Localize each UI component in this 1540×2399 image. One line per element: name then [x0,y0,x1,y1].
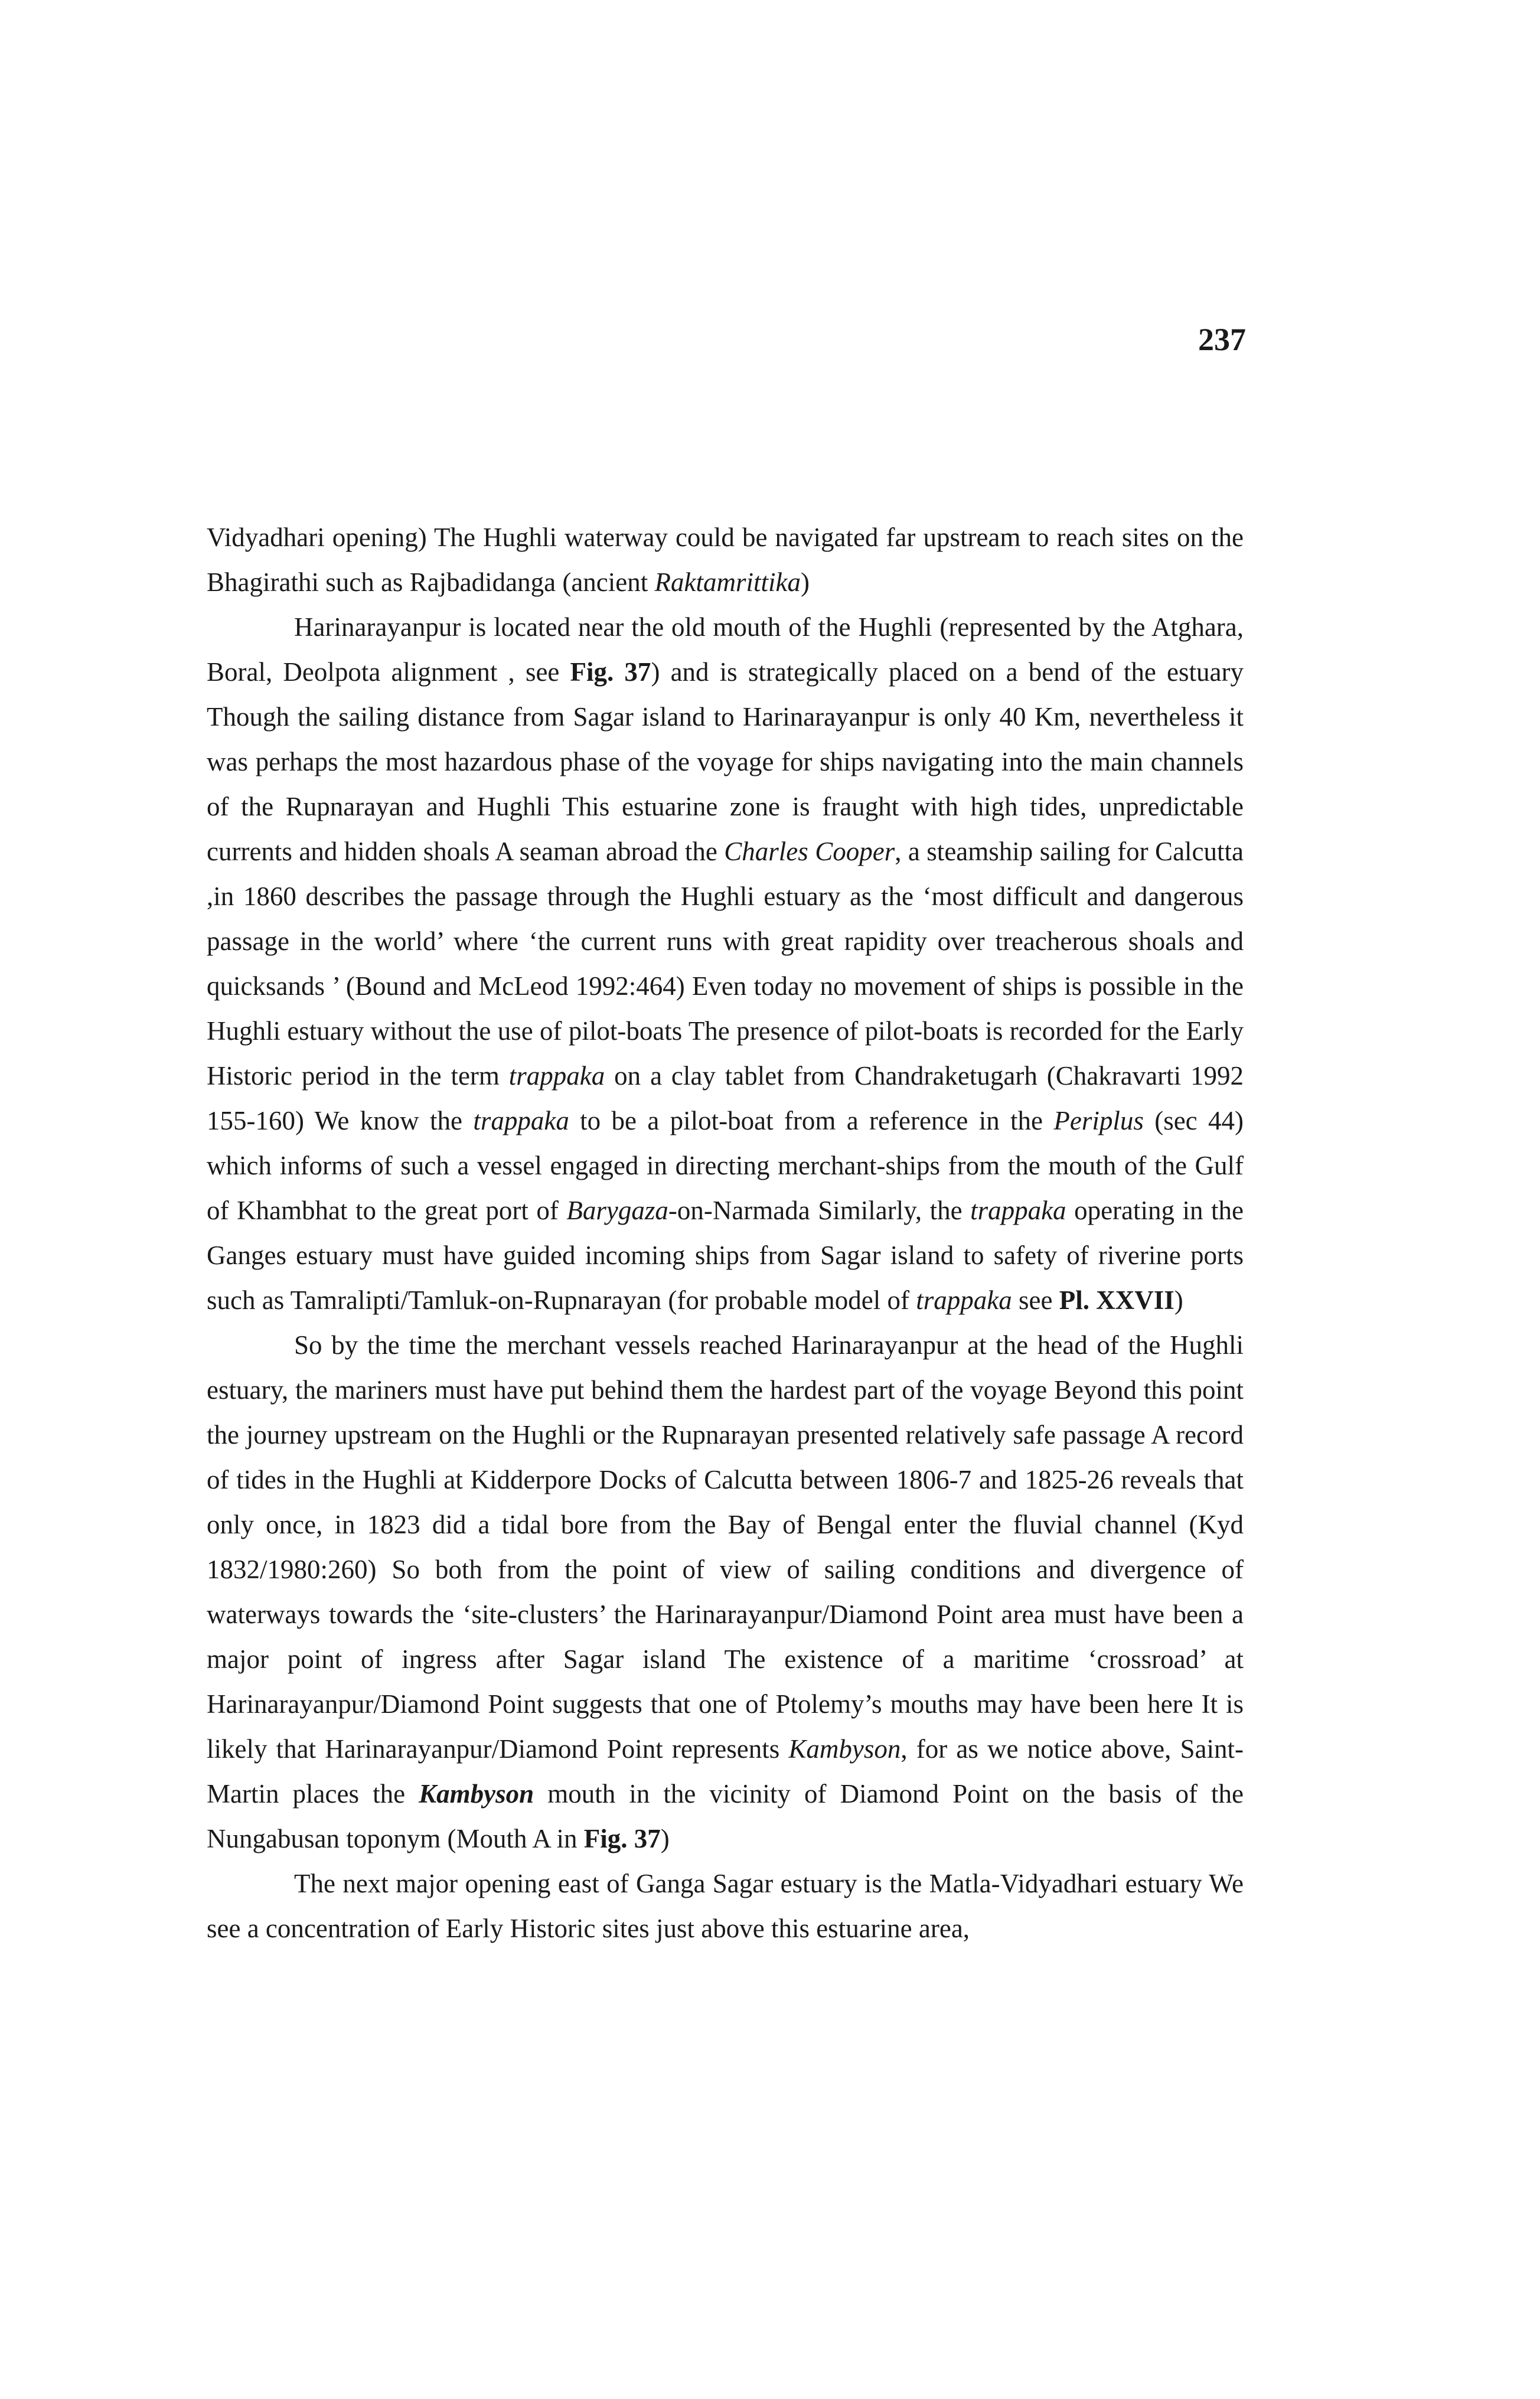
page-number: 237 [1198,322,1246,357]
place-bold-italic: Kambyson [419,1779,534,1809]
place-italic: Barygaza [566,1196,668,1225]
paragraph [207,515,1244,605]
paragraph [207,1861,1244,1951]
term-italic: trappaka [970,1196,1066,1225]
text-run: (sec 44) which informs of such a vessel engaged in directing merchant-ships from the mouth of the Gulf of Khambhat to the great port of [207,1106,1244,1225]
text-run: ) [1174,1285,1183,1315]
figure-reference: Fig. 37 [570,657,651,687]
ship-name: Charles Cooper [724,837,895,866]
title-italic: Periplus [1053,1106,1144,1135]
text-run: ) [660,1824,670,1853]
paragraph [207,1323,1244,1861]
text-run: ) [800,567,810,597]
place-italic: Kambyson [788,1734,901,1764]
text-run: Vidyadhari opening) The Hughli waterway could be navigated far upstream to reach sites on the Bhagirathi such as Rajbadidanga (ancient [207,523,1244,597]
paragraph [207,605,1244,1323]
text-run: on a clay tablet from Chandraketugarh (Chakravarti 1992 155-160) We know the [207,1061,1244,1135]
text-run: , a steamship sailing for Calcutta ,in 1860 describes the passage through the Hughli estuary as the ‘most difficult and dangerous passage in the world’ where ‘the current runs with great rapidity over treacherous shoals and quicksands ’ (Bound and McLeod 1992:464) Even today no movement of ships is possible in the Hughli estuary without the use of pilot-boats The presence of pilot-boats is recorded for the Early Historic period in the term [207,837,1244,1091]
text-run: see [1012,1285,1059,1315]
text-run: -on-Narmada Similarly, the [668,1196,971,1225]
text-run: mouth in the vicinity of Diamond Point on the basis of the Nungabusan toponym (Mouth A in [207,1779,1244,1853]
text-run: to be a pilot-boat from a reference in the [569,1106,1054,1135]
text-run: Harinarayanpur is located near the old mouth of the Hughli (represented by the Atghara, Boral, Deolpota alignment , see [207,612,1244,687]
text-run: operating in the Ganges estuary must have guided incoming ships from Sagar island to safety of riverine ports such as Tamralipti/Tamluk-on-Rupnarayan (for probable model of [207,1196,1244,1315]
text-run-italic: Raktamrittika [654,567,801,597]
term-italic: trappaka [508,1061,605,1091]
body-text [207,515,1244,1951]
text-run: The next major opening east of Ganga Sagar estuary is the Matla-Vidyadhari estuary We see a concentration of Early Historic sites just above this estuarine area, [207,1869,1244,1943]
term-italic: trappaka [473,1106,569,1135]
plate-reference: Pl. XXVII [1059,1285,1174,1315]
text-run: So by the time the merchant vessels reached Harinarayanpur at the head of the Hughli estuary, the mariners must have put behind them the hardest part of the voyage Beyond this point the journey upstream on the Hughli or the Rupnarayan presented relatively safe passage A record of tides in the Hughli at Kidderpore Docks of Calcutta between 1806-7 and 1825-26 reveals that only once, in 1823 did a tidal bore from the Bay of Bengal enter the fluvial channel (Kyd 1832/1980:260) So both from the point of view of sailing conditions and divergence of waterways towards the ‘site-clusters’ the Harinarayanpur/Diamond Point area must have been a major point of ingress after Sagar island The existence of a maritime ‘crossroad’ at Harinarayanpur/Diamond Point suggests that one of Ptolemy’s mouths may have been here It is likely that Harinarayanpur/Diamond Point represents [207,1330,1244,1764]
text-run: ) and is strategically placed on a bend of the estuary Though the sailing distance from Sagar island to Harinarayanpur is only 40 Km, nevertheless it was perhaps the most hazardous phase of the voyage for ships navigating into the main channels of the Rupnarayan and Hughli This estuarine zone is fraught with high tides, unpredictable currents and hidden shoals A seaman abroad the [207,657,1244,866]
text-run: , for as we notice above, Saint-Martin places the [207,1734,1244,1809]
figure-reference: Fig. 37 [583,1824,661,1853]
term-italic: trappaka [916,1285,1012,1315]
